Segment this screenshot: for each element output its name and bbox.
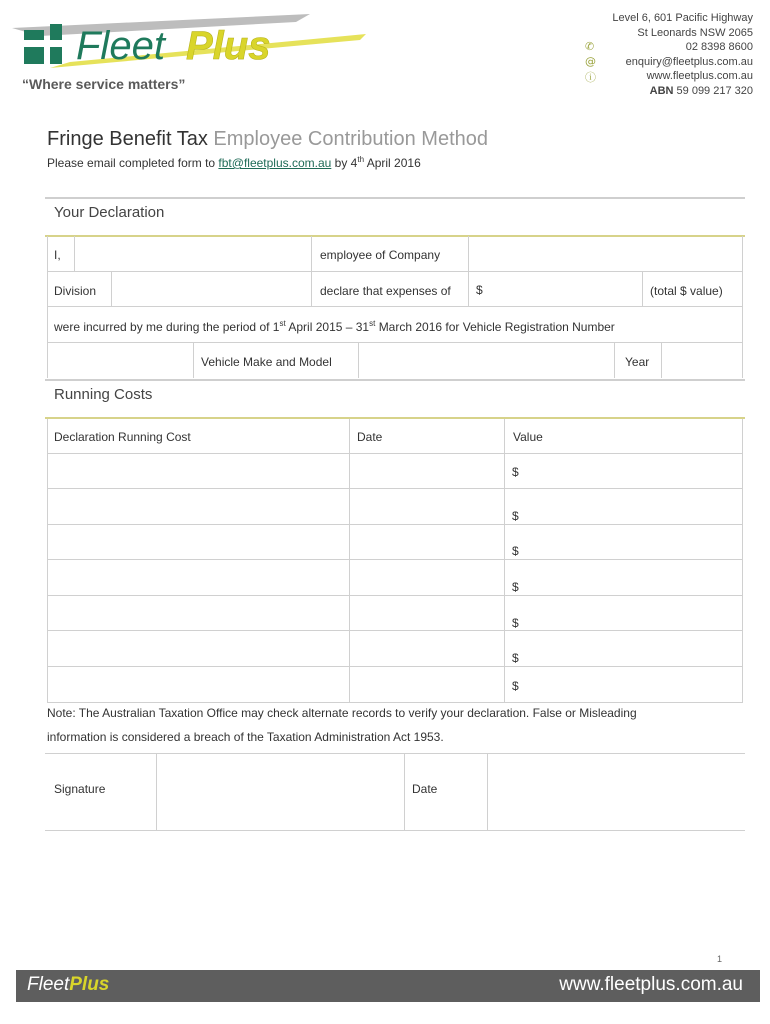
year-label: Year [625, 355, 650, 369]
expenses-amount-field[interactable] [470, 273, 641, 306]
signature-label: Signature [54, 782, 106, 796]
divider [45, 830, 745, 831]
instruction-mid: by 4 [334, 156, 358, 170]
column-header-running-cost: Declaration Running Cost [54, 430, 191, 444]
running-cost-date-field[interactable] [350, 597, 503, 630]
section-heading-declaration: Your Declaration [54, 204, 165, 221]
running-cost-value-dollar: $ [512, 616, 519, 630]
divider [349, 419, 350, 702]
divider [47, 666, 743, 667]
employee-of-company-label: employee of Company [320, 248, 441, 262]
title-main: Fringe Benefit Tax [47, 128, 208, 150]
signature-date-label: Date [412, 782, 438, 796]
employee-name-field[interactable] [76, 238, 311, 271]
footer-brand-fleet: Fleet [27, 974, 70, 995]
running-cost-value-dollar: $ [512, 544, 519, 558]
running-cost-description-field[interactable] [48, 455, 348, 488]
abn-label: ABN [649, 84, 674, 97]
divider [614, 342, 615, 378]
company-name-field[interactable] [470, 238, 742, 271]
fleetplus-logo [10, 12, 370, 70]
footer-brand [27, 974, 109, 996]
running-cost-value-dollar: $ [512, 465, 519, 479]
running-cost-value-dollar: $ [512, 679, 519, 693]
phone-icon: ✆ [585, 40, 595, 53]
running-cost-date-field[interactable] [350, 668, 503, 701]
divider [47, 630, 743, 631]
section-running-costs [45, 379, 745, 419]
abn-row [612, 84, 753, 99]
divider [74, 236, 75, 271]
divider [504, 419, 505, 702]
running-cost-description-field[interactable] [48, 490, 348, 524]
divider [468, 236, 469, 306]
note-line-2: information is considered a breach of the Taxation Administration Act 1953. [47, 730, 444, 744]
website-link[interactable]: www.fleetplus.com.au [646, 70, 753, 83]
vehicle-make-model-label: Vehicle Make and Model [201, 355, 332, 369]
running-cost-description-field[interactable] [48, 526, 348, 559]
signature-field[interactable] [158, 755, 403, 829]
section-heading-running-costs: Running Costs [54, 386, 153, 403]
divider [47, 559, 743, 560]
period-sup-2: st [369, 319, 376, 328]
dollar-sign: $ [476, 283, 483, 297]
running-cost-date-field[interactable] [350, 490, 503, 524]
instruction-text [47, 155, 421, 170]
divider [742, 419, 743, 702]
divider [47, 271, 743, 272]
running-cost-description-field[interactable] [48, 668, 348, 701]
tagline: “Where service matters” [22, 76, 186, 92]
note-line-1: Note: The Australian Taxation Office may check alternate records to verify your declaration. False or Misleading [47, 706, 637, 720]
page-title [47, 128, 488, 151]
address-line-1: Level 6, 601 Pacific Highway [612, 12, 753, 24]
email-link[interactable]: enquiry@fleetplus.com.au [625, 55, 753, 68]
period-pre: were incurred by me during the period of 1 [54, 320, 280, 334]
running-cost-date-field[interactable] [350, 455, 503, 488]
divider [47, 419, 48, 702]
running-cost-date-field[interactable] [350, 561, 503, 595]
footer-bar [16, 970, 760, 1002]
running-cost-value-dollar: $ [512, 651, 519, 665]
column-header-date: Date [357, 430, 383, 444]
running-cost-date-field[interactable] [350, 632, 503, 666]
contact-block [612, 11, 753, 99]
divider [661, 342, 662, 378]
divider [642, 271, 643, 306]
at-icon: @ [585, 55, 596, 68]
division-field[interactable] [112, 273, 311, 306]
period-mid: April 2015 – 31 [288, 320, 370, 334]
running-cost-value-dollar: $ [512, 580, 519, 594]
column-header-value: Value [513, 430, 543, 444]
divider [111, 271, 112, 306]
declare-expenses-label: declare that expenses of [320, 284, 451, 298]
instruction-sup: th [357, 155, 365, 164]
divider [156, 753, 157, 830]
vehicle-year-field[interactable] [663, 344, 742, 378]
abn-value: 59 099 217 320 [676, 84, 753, 97]
divider [47, 306, 743, 307]
running-cost-value-dollar: $ [512, 509, 519, 523]
section-your-declaration [45, 197, 745, 237]
divider [193, 342, 194, 378]
logo-plus-text: Plus [186, 24, 271, 68]
divider [358, 342, 359, 378]
i-label: I, [54, 248, 61, 262]
divider [742, 236, 743, 378]
total-value-label: (total $ value) [650, 284, 723, 298]
running-cost-description-field[interactable] [48, 597, 348, 630]
divider [311, 236, 312, 306]
running-cost-description-field[interactable] [48, 561, 348, 595]
page-number: 1 [717, 954, 723, 964]
info-icon: ⓘ [585, 71, 596, 84]
logo-fleet-text: Fleet [76, 24, 165, 68]
divider [47, 488, 743, 489]
instruction-pre: Please email completed form to [47, 156, 216, 170]
submission-email-link[interactable]: fbt@fleetplus.com.au [218, 156, 332, 170]
phone-number: 02 8398 8600 [685, 41, 753, 54]
vehicle-registration-field[interactable] [48, 344, 192, 378]
division-label: Division [54, 284, 97, 298]
divider [47, 236, 48, 378]
period-sup-1: st [279, 319, 286, 328]
period-post: March 2016 for Vehicle Registration Number [378, 320, 615, 334]
address-line-2: St Leonards NSW 2065 [637, 26, 753, 39]
instruction-post: April 2016 [366, 156, 421, 170]
divider [45, 753, 745, 754]
divider [47, 453, 743, 454]
vehicle-make-model-field[interactable] [360, 344, 613, 378]
title-sub: Employee Contribution Method [213, 128, 489, 150]
divider [47, 342, 743, 343]
signature-date-field[interactable] [489, 755, 743, 829]
divider [47, 595, 743, 596]
running-cost-date-field[interactable] [350, 526, 503, 559]
divider [487, 753, 488, 830]
divider [404, 753, 405, 830]
period-statement [54, 319, 615, 334]
footer-brand-plus: Plus [69, 974, 110, 995]
running-cost-description-field[interactable] [48, 632, 348, 666]
divider [47, 702, 743, 703]
divider [47, 524, 743, 525]
footer-website-link[interactable]: www.fleetplus.com.au [559, 974, 743, 995]
